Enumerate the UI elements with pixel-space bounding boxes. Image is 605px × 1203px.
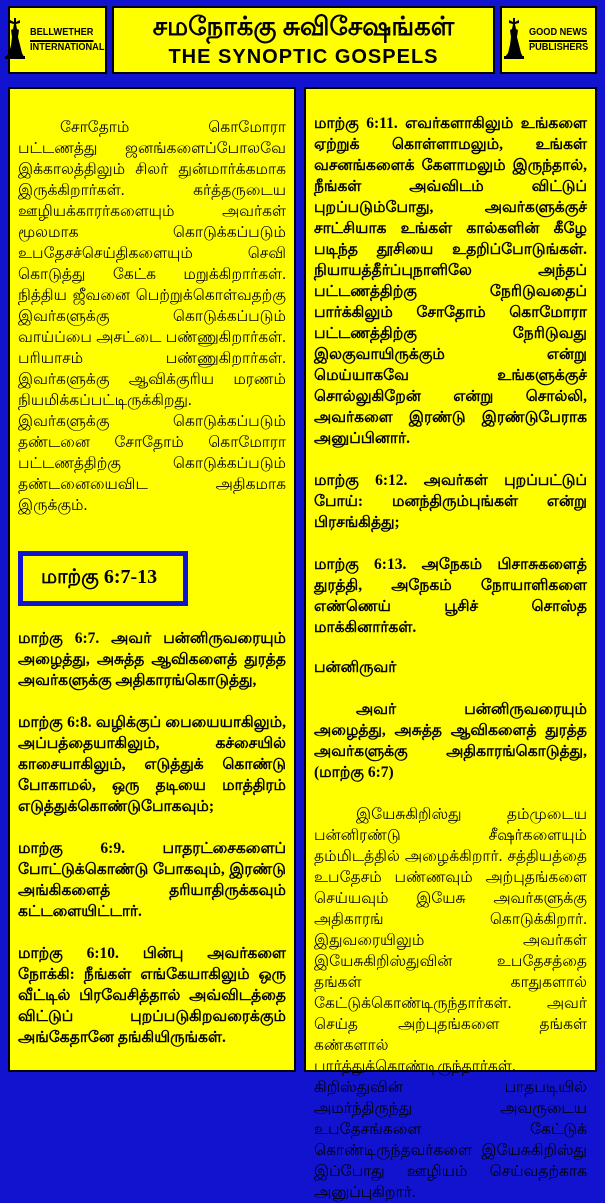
logo-line1: BELLWETHER: [30, 27, 93, 42]
logo-line1: GOOD NEWS: [529, 27, 587, 42]
verse-mark-6-11: மாற்கு 6:11. எவர்களாகிலும் உங்களை ஏற்றுக் கொள்ளாமலும், உங்கள் வசனங்களைக் கேளாமலும் இருந்தால், நீங்கள் அவ்விடம் விட்டுப் புறப்படும்போது, அவர்களுக்குச் சாட்சியாக உங்கள் கால்களின் கீழே படிந்த தூசியை உதறிப்போடுங்கள். நியாயத்தீர்ப்புநாளிலே அந்தப் பட்டணத்திற்கு நேரிடுவதைப் பார்க்கிலும் சோதோம் கொமோரா பட்டணத்திற்கு நேரிடுவது இலகுவாயிருக்கும் என்று மெய்யாகவே உங்களுக்குச் சொல்லுகிறேன் என்று சொல்லி, அவர்களை இரண்டு இரண்டுபேராக அனுப்பினார்.: [314, 115, 587, 447]
section-subheading: பன்னிருவர்: [314, 659, 397, 676]
logo-line2: INTERNATIONAL: [30, 41, 105, 53]
verse-mark-6-8: மாற்கு 6:8. வழிக்குப் பையையாகிலும், அப்பத்தையாகிலும், கச்சையில் காசையாகிலும், எடுத்துக் கொண்டு போகாமல், ஒரு தடியை மாத்திரம் எடுத்துக்கொண்டுபோகவும்;: [18, 714, 286, 815]
quote-mark-6-7: அவர் பன்னிருவரையும் அழைத்து, அசுத்த ஆவிகளைத் துரத்த அவர்களுக்கு அதிகாரங்கொடுத்து, (மாற்கு 6:7): [314, 701, 587, 781]
herald-figure-icon: [4, 17, 26, 64]
intro-paragraph: சோதோம் கொமோரா பட்டணத்து ஜனங்களைப்போலவே இக்காலத்திலும் சிலர் துன்மார்க்கமாக இருக்கிறார்கள். கர்த்தருடைய ஊழியக்காரர்களையும் அவர்கள் மூலமாக கொடுக்கப்படும் உபதேசச்செய்திகளையும் செவி கொடுத்து கேட்க மறுக்கிறார்கள். நித்திய ஜீவனை பெற்றுக்கொள்வதற்கு இவர்களுக்கு கொடுக்கப்படும் வாய்ப்பை அசட்டை பண்ணுகிறார்கள். பரியாசம் பண்ணுகிறார்கள். இவர்களுக்கு ஆவிக்குரிய மரணம் நியமிக்கப்பட்டிருக்கிறது. இவர்களுக்கு கொடுக்கப்படும் தண்டனை சோதோம் கொமோரா பட்டணத்திற்கு கொடுக்கப்படும் தண்டனையைவிட அதிகமாக இருக்கும்.: [18, 119, 286, 514]
verse-mark-6-7: மாற்கு 6:7. அவர் பன்னிருவரையும் அழைத்து, அசுத்த ஆவிகளைத் துரத்த அவர்களுக்கு அதிகாரங்கொடுத்து,: [18, 630, 286, 689]
page-title-tamil: சமநோக்கு சுவிசேஷங்கள்: [152, 11, 455, 41]
logo-line2: PUBLISHERS: [529, 41, 589, 53]
right-column: [304, 87, 597, 1201]
bellwether-logo-text: [30, 27, 104, 54]
good-news-publishers-logo: [500, 6, 597, 74]
herald-figure-icon: [503, 17, 525, 64]
verse-mark-6-12: மாற்கு 6:12. அவர்கள் புறப்பட்டுப் போய்: மனந்திரும்புங்கள் என்று பிரசங்கித்து;: [314, 472, 587, 531]
commentary-paragraph: இயேசுகிறிஸ்து தம்முடைய பன்னிரண்டு சீஷர்களையும் தம்மிடத்தில் அழைக்கிறார். சத்தியத்தை உபதேசம் பண்ணவும் அற்புதங்களை செய்யவும் இயேசு அவர்களுக்கு அதிகாரங் கொடுக்கிறார். இதுவரையிலும் அவர்கள் இயேசுகிறிஸ்துவின் உபதேசத்தை தங்கள் காதுகளால் கேட்டுக்கொண்டிருந்தார்கள். அவர் செய்த அற்புதங்களை தங்கள் கண்களால் பார்த்துக்கொண்டிருந்தார்கள். கிறிஸ்துவின் பாதபடியில் அமர்ந்திருந்து அவருடைய உபதேசங்களை கேட்டுக் கொண்டிருந்தவர்களை இயேசுகிறிஸ்து இப்போது ஊழியம் செய்வதற்காக அனுப்புகிறார்.: [314, 806, 587, 1201]
verse-mark-6-9: மாற்கு 6:9. பாதரட்சைகளைப் போட்டுக்கொண்டு போகவும், இரண்டு அங்கிகளைத் தரியாதிருக்கவும் கட்டளையிட்டார்.: [18, 840, 286, 920]
page-title-english: THE SYNOPTIC GOSPELS: [168, 45, 439, 68]
page-title-box: [112, 6, 495, 74]
bellwether-logo: [8, 6, 107, 74]
passage-reference-box: மாற்கு 6:7-13: [18, 551, 188, 606]
verse-mark-6-13: மாற்கு 6:13. அநேகம் பிசாசுகளைத் துரத்தி, அநேகம் நோயாளிகளை எண்ணெய் பூசிச் சொஸ்த மாக்கினார்கள்.: [314, 556, 587, 636]
verse-mark-6-10: மாற்கு 6:10. பின்பு அவர்களை நோக்கி: நீங்கள் எங்கேயாகிலும் ஒரு வீட்டில் பிரவேசித்தால் அவ்விடத்தை விட்டுப் புறப்படுகிறவரைக்கும் அங்கேதானே தங்கியிருங்கள்.: [18, 945, 286, 1046]
left-column: [8, 87, 296, 1072]
good-news-logo-text: [529, 27, 588, 54]
